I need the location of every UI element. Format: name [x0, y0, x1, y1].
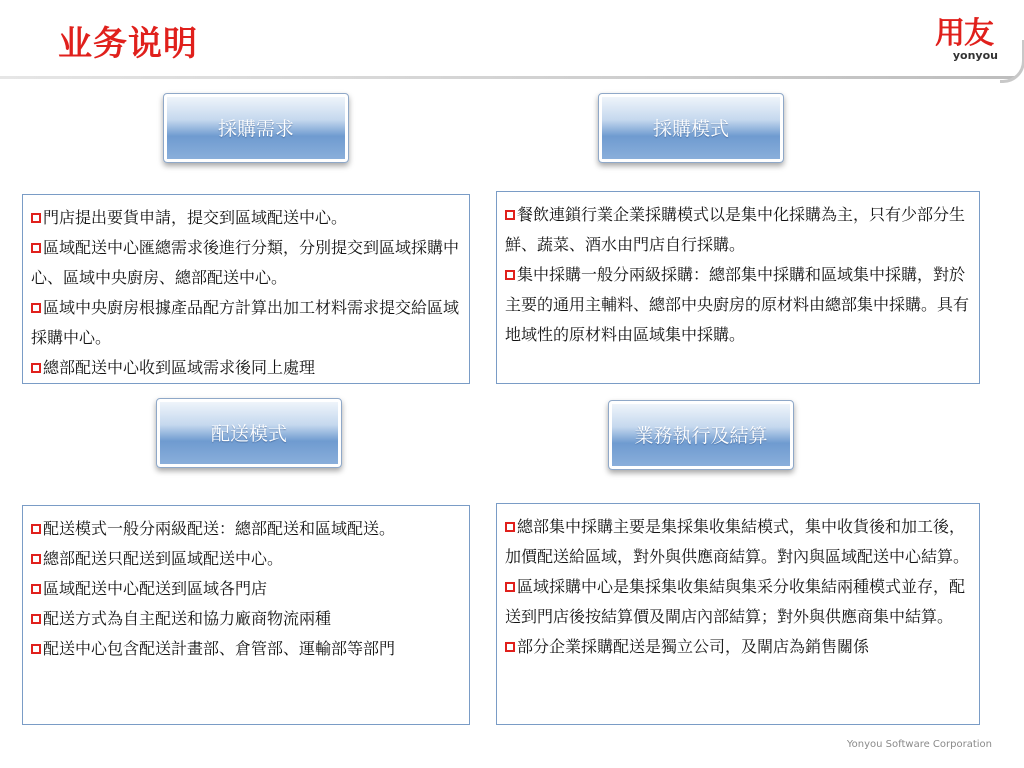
square-bullet-icon [505, 522, 515, 532]
list-item: 部分企業採購配送是獨立公司，及閘店為銷售關係 [505, 632, 971, 662]
heading-button-purchase-demand[interactable]: 採購需求 [163, 93, 349, 163]
list-item: 餐飲連鎖行業企業採購模式以是集中化採購為主，只有少部分生鮮、蔬菜、酒水由門店自行採購。 [505, 205, 966, 254]
list-item: 區域配送中心匯總需求後進行分類，分別提交到區域採購中心、區域中央廚房、總部配送中心。 [31, 238, 460, 287]
square-bullet-icon [31, 243, 41, 253]
square-bullet-icon [31, 303, 41, 313]
list-item: 配送模式一般分兩級配送：總部配送和區域配送。 [31, 514, 461, 544]
list-item: 總部配送只配送到區域配送中心。 [31, 544, 461, 574]
logo-subtext: yonyou [952, 49, 998, 62]
list-item: 配送中心包含配送計畫部、倉管部、運輸部等部門 [31, 634, 461, 664]
square-bullet-icon [31, 614, 41, 624]
list-item: 區域配送中心配送到區域各門店 [31, 574, 461, 604]
square-bullet-icon [31, 554, 41, 564]
footer-text: Yonyou Software Corporation [846, 739, 992, 750]
list-item: 配送方式為自主配送和協力廠商物流兩種 [31, 604, 461, 634]
content-box-delivery-mode [22, 505, 470, 725]
list-item: 區域中央廚房根據產品配方計算出加工材料需求提交給區域採購中心。 [31, 298, 460, 347]
square-bullet-icon [31, 363, 41, 373]
heading-button-purchase-mode[interactable]: 採購模式 [598, 93, 784, 163]
list-item: 總部配送中心收到區域需求後同上處理 [31, 353, 461, 383]
square-bullet-icon [505, 270, 515, 280]
square-bullet-icon [31, 584, 41, 594]
square-bullet-icon [505, 582, 515, 592]
square-bullet-icon [31, 213, 41, 223]
square-bullet-icon [31, 644, 41, 654]
heading-button-execution-settlement[interactable]: 業務執行及結算 [608, 400, 794, 470]
list-item: 區域採購中心是集採集收集結與集采分收集結兩種模式並存，配送到門店後按結算價及閘店內部結算；對外與供應商集中結算。 [505, 577, 966, 626]
square-bullet-icon [31, 524, 41, 534]
logo-wordmark: 用友 [935, 16, 993, 51]
square-bullet-icon [505, 642, 515, 652]
page-title: 业务说明 [58, 24, 198, 64]
heading-button-delivery-mode[interactable]: 配送模式 [156, 398, 342, 468]
square-bullet-icon [505, 210, 515, 220]
title-divider [0, 76, 1016, 79]
list-item: 總部集中採購主要是集採集收集結模式，集中收貨後和加工後，加價配送給區域，對外與供應商結算。對內與區域配送中心結算。 [505, 517, 970, 566]
yonyou-logo [928, 18, 1000, 66]
list-item: 集中採購一般分兩級採購：總部集中採購和區域集中採購，對於主要的通用主輔料、總部中央廚房的原材料由總部集中採購。具有地域性的原材料由區域集中採購。 [505, 265, 970, 344]
list-item: 門店提出要貨申請，提交到區域配送中心。 [31, 203, 461, 233]
title-divider-corner [1000, 40, 1024, 83]
content-box-purchase-demand [22, 194, 470, 384]
content-box-purchase-mode [496, 191, 980, 384]
content-box-execution-settlement [496, 503, 980, 725]
